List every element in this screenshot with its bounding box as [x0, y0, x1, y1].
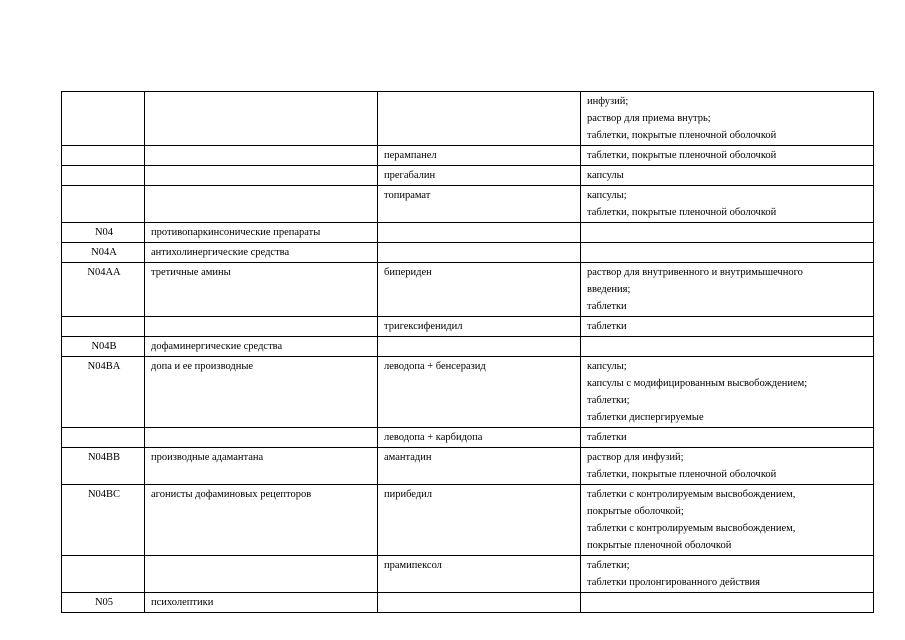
drug-name-cell: пирибедил	[378, 485, 581, 556]
dosage-form-line: инфузий;	[587, 96, 629, 107]
group-name-cell	[145, 146, 378, 166]
group-name-cell: психолептики	[145, 593, 378, 613]
dosage-form-line: раствор для инфузий;	[587, 452, 684, 463]
group-name-cell	[145, 556, 378, 593]
table-row	[62, 92, 874, 146]
dosage-form-line: таблетки, покрытые пленочной оболочкой	[587, 207, 777, 218]
dosage-forms-cell	[581, 92, 874, 146]
dosage-forms-cell	[581, 317, 874, 337]
dosage-forms-cell	[581, 146, 874, 166]
dosage-form-line: таблетки, покрытые пленочной оболочкой	[587, 469, 777, 480]
dosage-forms-cell	[581, 223, 874, 243]
atc-code-cell	[62, 428, 145, 448]
group-name-cell: антихолинергические средства	[145, 243, 378, 263]
dosage-forms-cell	[581, 485, 874, 556]
drug-table	[61, 91, 874, 613]
dosage-form-line: покрытые пленочной оболочкой	[587, 540, 732, 551]
dosage-form-line: таблетки, покрытые пленочной оболочкой	[587, 150, 777, 161]
group-name-cell: производные адамантана	[145, 448, 378, 485]
dosage-form-line: капсулы	[587, 170, 624, 181]
table-row	[62, 223, 874, 243]
table-row	[62, 593, 874, 613]
table-row	[62, 146, 874, 166]
atc-code-cell	[62, 166, 145, 186]
dosage-form-line: капсулы с модифицированным высвобождением;	[587, 378, 808, 389]
dosage-form-line: таблетки	[587, 432, 627, 443]
table-row	[62, 263, 874, 317]
dosage-forms-cell	[581, 166, 874, 186]
dosage-forms-cell	[581, 556, 874, 593]
dosage-forms-cell	[581, 243, 874, 263]
group-name-cell	[145, 317, 378, 337]
dosage-form-line: таблетки	[587, 301, 627, 312]
group-name-cell	[145, 186, 378, 223]
dosage-form-line: таблетки с контролируемым высвобождением,	[587, 523, 796, 534]
table-row	[62, 166, 874, 186]
drug-name-cell	[378, 337, 581, 357]
group-name-cell	[145, 166, 378, 186]
dosage-form-line	[587, 338, 869, 355]
atc-code-cell	[62, 146, 145, 166]
table-row	[62, 317, 874, 337]
table-row	[62, 428, 874, 448]
table-row	[62, 556, 874, 593]
group-name-cell	[145, 428, 378, 448]
group-name-cell: противопаркинсонические препараты	[145, 223, 378, 243]
dosage-form-line: капсулы;	[587, 190, 627, 201]
drug-name-cell: бипериден	[378, 263, 581, 317]
dosage-form-line: раствор для приема внутрь;	[587, 113, 711, 124]
dosage-form-line: введения;	[587, 284, 631, 295]
dosage-forms-cell	[581, 593, 874, 613]
table-row	[62, 337, 874, 357]
dosage-form-line	[587, 594, 869, 611]
group-name-cell: допа и ее производные	[145, 357, 378, 428]
dosage-forms-cell	[581, 357, 874, 428]
group-name-cell: третичные амины	[145, 263, 378, 317]
drug-name-cell: леводопа + карбидопа	[378, 428, 581, 448]
dosage-form-line: капсулы;	[587, 361, 627, 372]
dosage-form-line: таблетки пролонгированного действия	[587, 577, 760, 588]
dosage-form-line: таблетки	[587, 321, 627, 332]
drug-name-cell: прамипексол	[378, 556, 581, 593]
table-row	[62, 357, 874, 428]
atc-code-cell: N04B	[62, 337, 145, 357]
dosage-forms-cell	[581, 263, 874, 317]
atc-code-cell: N04BA	[62, 357, 145, 428]
atc-code-cell	[62, 317, 145, 337]
dosage-forms-cell	[581, 186, 874, 223]
atc-code-cell	[62, 92, 145, 146]
drug-name-cell: амантадин	[378, 448, 581, 485]
drug-name-cell	[378, 223, 581, 243]
dosage-forms-cell	[581, 448, 874, 485]
atc-code-cell	[62, 556, 145, 593]
dosage-form-line: таблетки;	[587, 560, 630, 571]
table-row	[62, 186, 874, 223]
dosage-form-line: таблетки с контролируемым высвобождением,	[587, 489, 796, 500]
dosage-forms-cell	[581, 428, 874, 448]
atc-code-cell: N04BC	[62, 485, 145, 556]
atc-code-cell: N05	[62, 593, 145, 613]
drug-name-cell	[378, 92, 581, 146]
table-body	[62, 92, 874, 613]
drug-name-cell: перампанел	[378, 146, 581, 166]
drug-name-cell	[378, 243, 581, 263]
atc-code-cell: N04A	[62, 243, 145, 263]
drug-name-cell: леводопа + бенсеразид	[378, 357, 581, 428]
drug-name-cell: топирамат	[378, 186, 581, 223]
drug-name-cell: тригексифенидил	[378, 317, 581, 337]
atc-code-cell: N04BB	[62, 448, 145, 485]
dosage-form-line	[587, 244, 869, 261]
table-row	[62, 243, 874, 263]
drug-name-cell: прегабалин	[378, 166, 581, 186]
group-name-cell: дофаминергические средства	[145, 337, 378, 357]
dosage-form-line: таблетки диспергируемые	[587, 412, 704, 423]
dosage-form-line: раствор для внутривенного и внутримышечного	[587, 267, 803, 278]
atc-code-cell	[62, 186, 145, 223]
group-name-cell: агонисты дофаминовых рецепторов	[145, 485, 378, 556]
dosage-forms-cell	[581, 337, 874, 357]
table-row	[62, 485, 874, 556]
atc-code-cell: N04	[62, 223, 145, 243]
dosage-form-line: покрытые оболочкой;	[587, 506, 684, 517]
drug-name-cell	[378, 593, 581, 613]
atc-code-cell: N04AA	[62, 263, 145, 317]
table-row	[62, 448, 874, 485]
dosage-form-line: таблетки, покрытые пленочной оболочкой	[587, 130, 777, 141]
dosage-form-line	[587, 224, 869, 241]
dosage-form-line: таблетки;	[587, 395, 630, 406]
group-name-cell	[145, 92, 378, 146]
